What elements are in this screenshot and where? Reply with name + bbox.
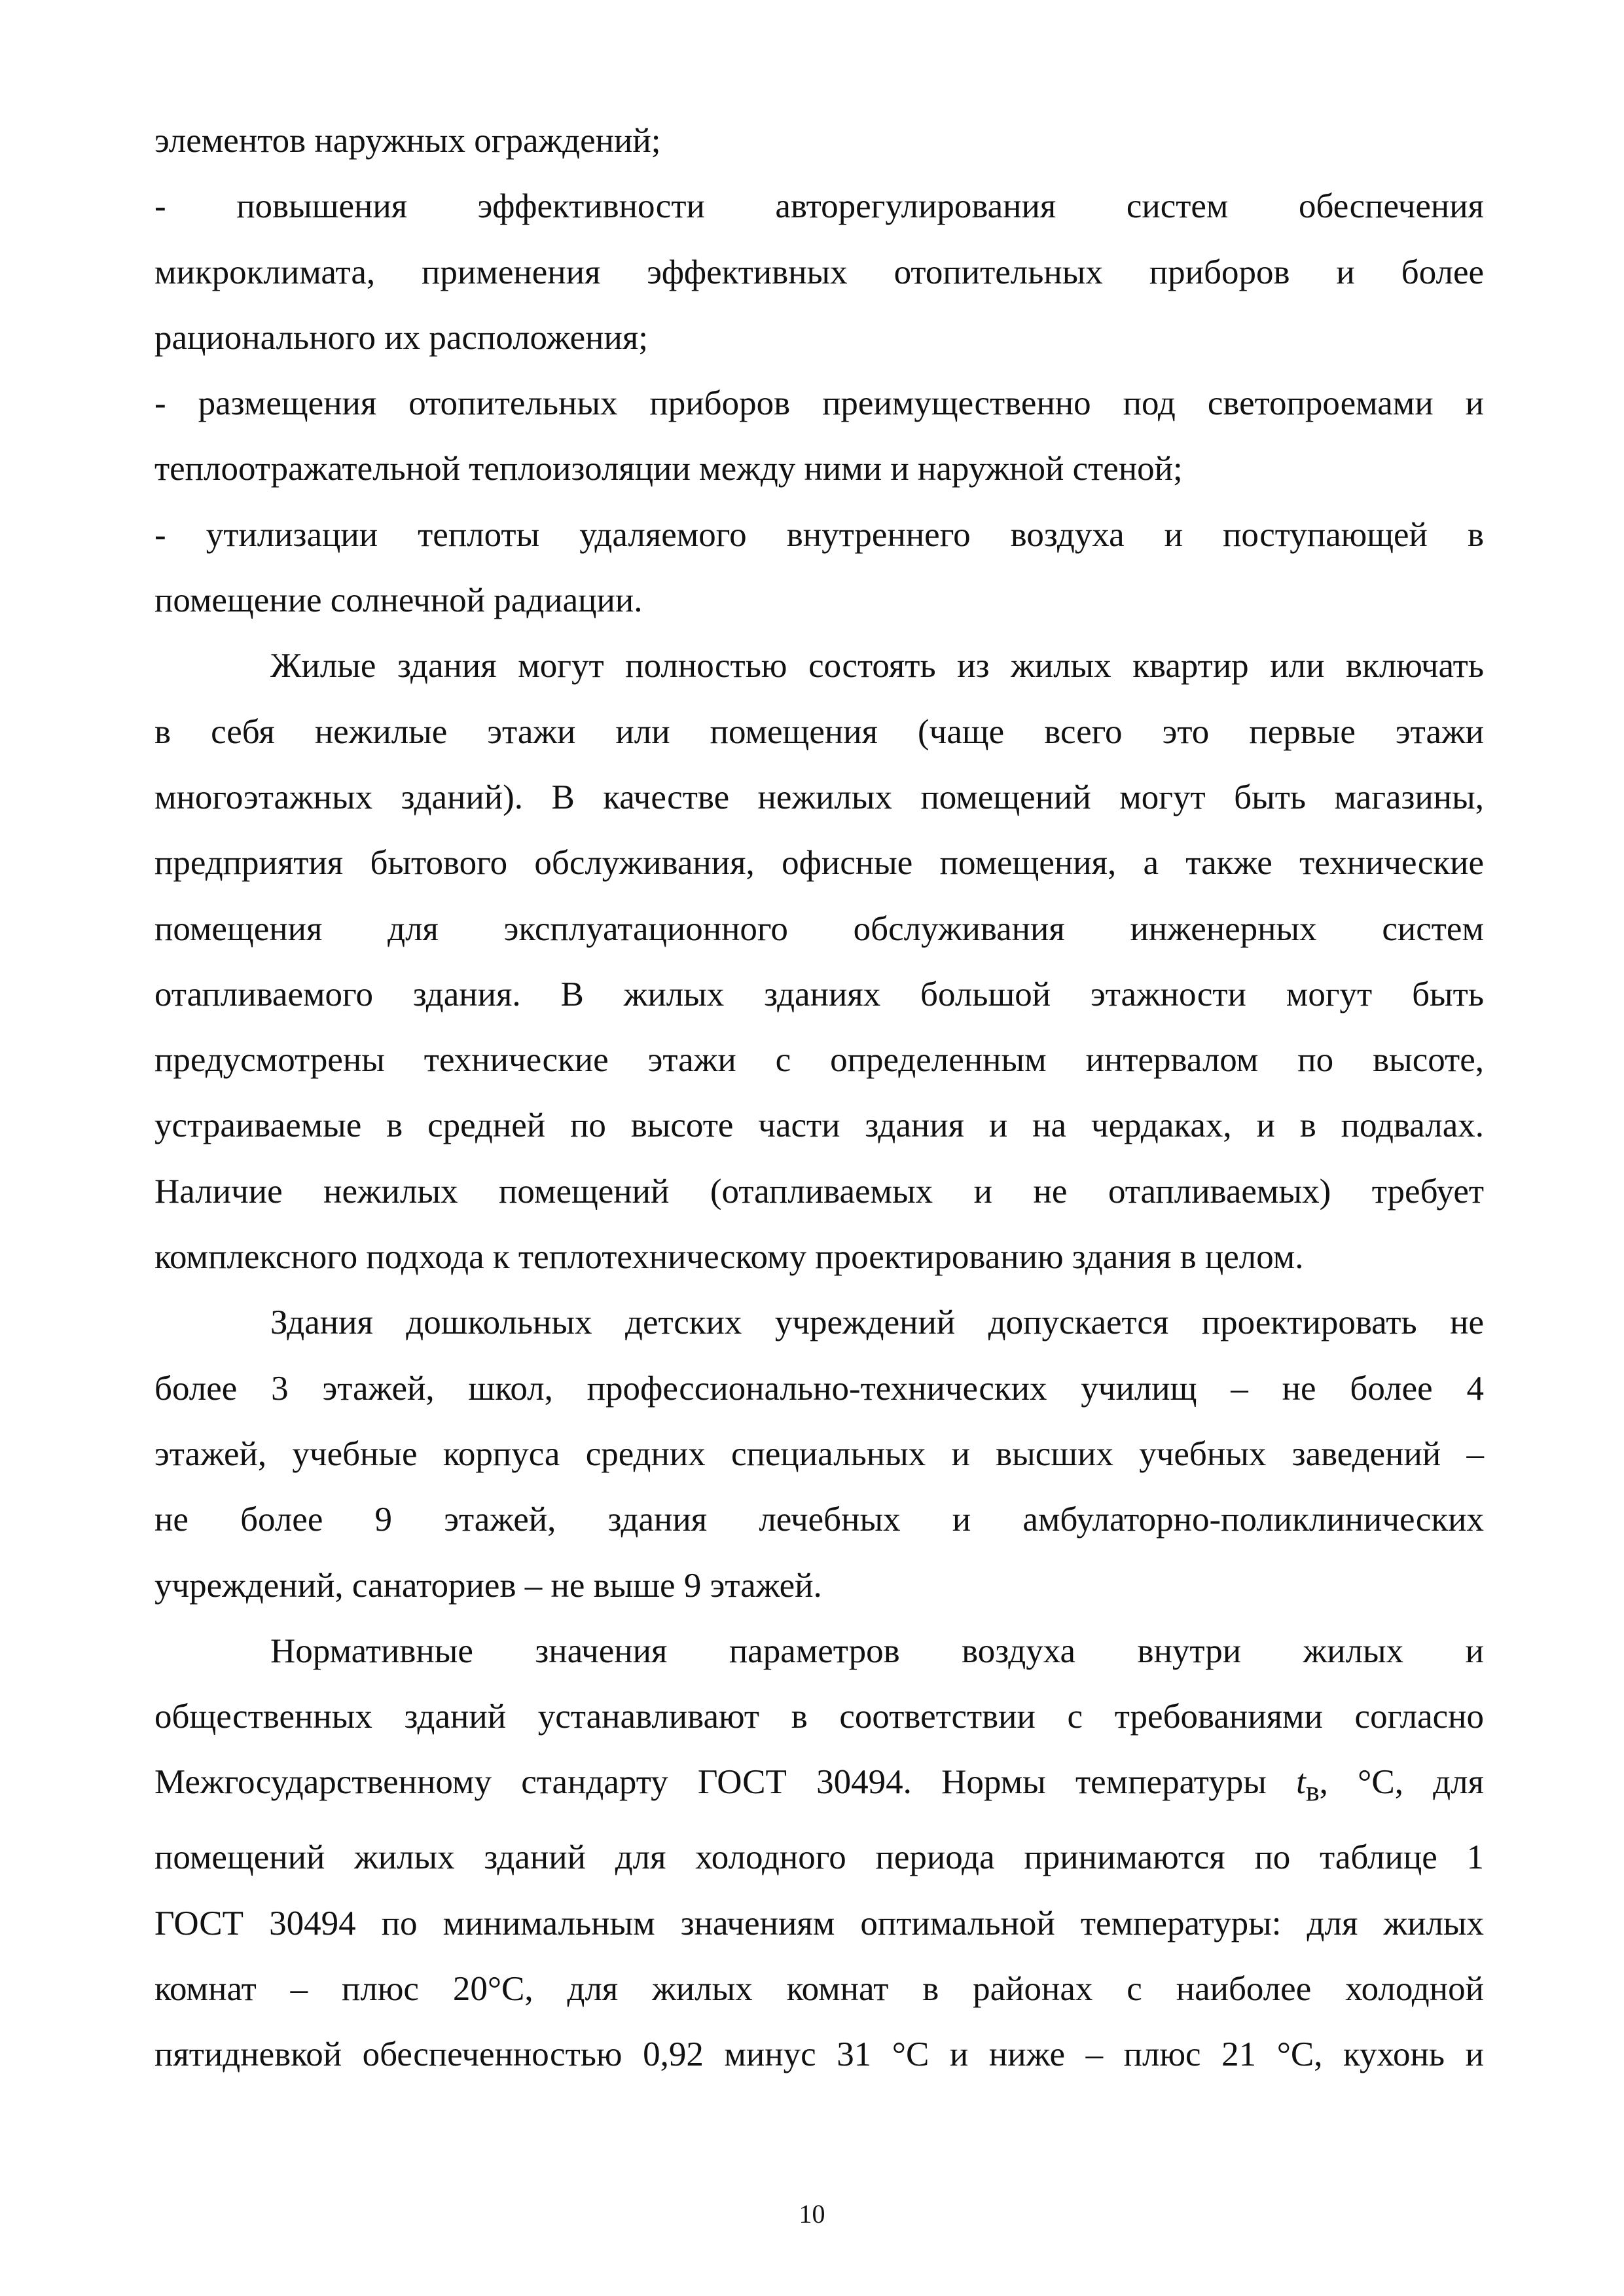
paragraph-bullet-autoregulation [154,173,1484,371]
text-line: Здания дошкольных детских учреждений допускается проектировать не [270,1303,1484,1342]
formula-t-in: $t_в$ [1296,1763,1320,1808]
text-line: ГОСТ 30494 по минимальным значениям оптимальной температуры: для жилых [154,1904,1484,1942]
text-line: этажей, учебные корпуса средних специальных и высших учебных заведений – [154,1434,1484,1473]
text-line: помещение солнечной радиации. [154,581,643,620]
text-line: не более 9 этажей, здания лечебных и амбулаторно-поликлинических [154,1501,1484,1539]
paragraph-bullet-heat-recovery [154,502,1484,634]
paragraph-public-buildings-floors [154,1290,1484,1618]
text-line: отапливаемого здания. В жилых зданиях большой этажности могут быть [154,975,1484,1013]
text-line: теплоотражательной теплоизоляции между ними и наружной стеной; [154,450,1183,488]
text-line: общественных зданий устанавливают в соответствии с требованиями согласно [154,1698,1484,1736]
text-line: помещения для эксплуатационного обслуживания инженерных систем [154,909,1484,948]
text-line: предусмотрены технические этажи с определенным интервалом по высоте, [154,1041,1484,1080]
text-line: - размещения отопительных приборов преимущественно под светопроемами и [154,384,1484,423]
text-line: комнат – плюс 20°С, для жилых комнат в районах с наиболее холодной [154,1969,1484,2008]
text-line: микроклимата, применения эффективных отопительных приборов и более [154,253,1484,291]
paragraph-bullet-placement [154,371,1484,502]
text-line: элементов наружных ограждений; [154,122,661,160]
text-line: пятидневкой обеспеченностью 0,92 минус 31 °С и ниже – плюс 21 °С, кухонь и [154,2035,1484,2074]
text-line: учреждений, санаториев – не выше 9 этажей. [154,1566,822,1605]
paragraph-air-parameters [154,1618,1484,2088]
text-line: - утилизации теплоты удаляемого внутреннего воздуха и поступающей в [154,515,1484,554]
text-line: Жилые здания могут полностью состоять из жилых квартир или включать [270,647,1484,685]
text-line: Наличие нежилых помещений (отапливаемых и не отапливаемых) требует [154,1172,1484,1211]
page-body [154,108,1484,2088]
page-number: 10 [799,2199,825,2229]
text-line: - повышения эффективности авторегулирования систем обеспечения [154,187,1484,226]
text-line: в себя нежилые этажи или помещения (чаще всего это первые этажи [154,712,1484,751]
text-line: предприятия бытового обслуживания, офисные помещения, а также технические [154,844,1484,883]
paragraph-continuation [154,108,1484,173]
text-line: рационального их расположения; [154,318,648,357]
text-line: комплексного подхода к теплотехническому проектированию здания в целом. [154,1238,1304,1277]
text-line: многоэтажных зданий). В качестве нежилых помещений могут быть магазины, [154,778,1484,816]
text-line: более 3 этажей, школ, профессионально-технических училищ – не более 4 [154,1369,1484,1408]
text-line: помещений жилых зданий для холодного периода принимаются по таблице 1 [154,1838,1484,1877]
text-line-with-formula: Межгосударственному стандарту ГОСТ 30494. Нормы температуры $t_в$, °С, для [154,1763,1484,1808]
text-line: устраиваемые в средней по высоте части здания и на чердаках, и в подвалах. [154,1106,1484,1145]
paragraph-residential-buildings [154,633,1484,1290]
text-line: Нормативные значения параметров воздуха внутри жилых и [270,1631,1484,1670]
